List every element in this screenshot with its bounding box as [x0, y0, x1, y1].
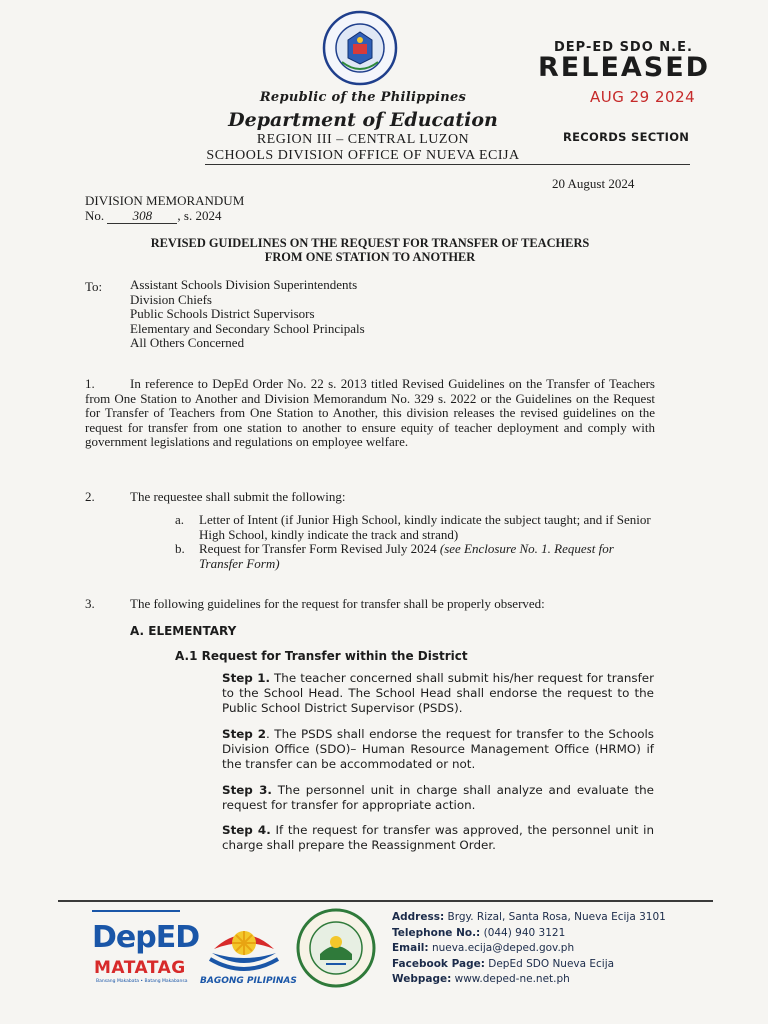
paragraph-1: [85, 377, 655, 450]
office-heading: SCHOOLS DIVISION OFFICE OF NUEVA ECIJA: [206, 148, 520, 163]
list-item-letter: a.: [175, 512, 185, 527]
region-heading: REGION III – CENTRAL LUZON: [256, 132, 470, 147]
list-item: [175, 542, 655, 571]
contact-address: [392, 910, 666, 926]
contact-value: Brgy. Rizal, Santa Rosa, Nueva Ecija 3101: [444, 911, 666, 923]
paragraph-1-text: In reference to DepEd Order No. 22 s. 2013 titled Revised Guidelines on the Transfer of Teachers from One Station to Another and Division Memorandum No. 329 s. 2022 or the Guidelines on the Request for Transfer of Teachers from One Station to Another, this division releases the revised guidelines on the request for transfer from one station to another to ensure equity of teacher deployment and comply with government legislations and regulations on employee welfare.: [85, 376, 655, 450]
list-item-text: Request for Transfer Form Revised July 2024: [199, 541, 440, 557]
paragraph-1-number: 1.: [85, 376, 95, 391]
contact-facebook: [392, 957, 666, 973]
memo-title-line2: FROM ONE STATION TO ANOTHER: [264, 250, 476, 264]
stamp-status: RELEASED: [538, 52, 711, 83]
section-a-heading: A. ELEMENTARY: [130, 624, 237, 638]
bagong-pilipinas-label: BAGONG PILIPINAS: [200, 976, 297, 986]
step-text: The personnel unit in charge shall analyze and evaluate the request for transfer for appropriate action.: [222, 783, 654, 812]
memo-type: DIVISION MEMORANDUM: [85, 193, 245, 208]
contact-telephone: [392, 926, 666, 942]
deped-logo-accent: [92, 910, 180, 912]
deped-seal-logo: [322, 10, 398, 86]
recipient-item: Public Schools District Supervisors: [130, 306, 315, 322]
step-text: . The PSDS shall endorse the request for transfer to the Schools Division Office (SDO)– Human Resource Management Office (HRMO) if the transfer can be accommodated or not.: [222, 727, 654, 771]
list-item: [175, 513, 655, 542]
records-section-label: RECORDS SECTION: [563, 130, 690, 144]
to-label: To:: [85, 279, 103, 294]
requirement-list: [175, 513, 655, 571]
contact-value: www.deped-ne.net.ph: [451, 973, 570, 986]
step-label: Step 2: [222, 727, 266, 741]
deped-logo: DepED: [92, 920, 200, 955]
list-item-text: Letter of Intent (if Junior High School, kindly indicate the subject taught; and if Senior High School, kindly indicate the track and strand): [199, 512, 651, 542]
step-3: [222, 783, 654, 813]
step-1: [222, 671, 654, 715]
contact-value: DepEd SDO Nueva Ecija: [484, 957, 615, 970]
contact-label: Email:: [392, 942, 429, 955]
letterhead-divider: [205, 164, 690, 165]
bagong-pilipinas-logo-icon: [206, 913, 282, 977]
step-2: [222, 727, 654, 771]
recipient-item: Elementary and Secondary School Principals: [130, 320, 365, 336]
memo-no-label: No.: [85, 208, 105, 223]
step-label: Step 1.: [222, 671, 271, 685]
matatag-tagline: Bansang Makabata • Batang Makabansa: [96, 979, 188, 984]
memo-date: 20 August 2024: [552, 176, 635, 191]
memo-number-block: [85, 193, 244, 224]
contact-value: nueva.ecija@deped.gov.ph: [428, 942, 575, 955]
contact-email: [392, 941, 666, 957]
memo-number: 308: [107, 208, 177, 224]
step-text: If the request for transfer was approved, the personnel unit in charge shall prepare the Reassignment Order.: [222, 823, 654, 852]
recipient-item: All Others Concerned: [130, 335, 245, 351]
list-item-note: (see Enclosure No. 1. Request for Transfer Form): [199, 541, 614, 571]
section-a1-heading: A.1 Request for Transfer within the District: [175, 649, 468, 663]
stamp-date: AUG 29 2024: [590, 88, 696, 106]
recipient-item: Division Chiefs: [130, 291, 212, 307]
sdo-nueva-ecija-seal-icon: [296, 908, 376, 988]
matatag-logo: MATATAG: [94, 958, 186, 978]
step-label: Step 4.: [222, 823, 271, 837]
step-label: Step 3.: [222, 783, 272, 797]
contact-block: [392, 910, 666, 988]
stamp-office: DEP-ED SDO N.E.: [554, 40, 693, 55]
republic-heading: Republic of the Philippines: [259, 90, 467, 105]
contact-label: Telephone No.:: [392, 926, 481, 939]
list-item-letter: b.: [175, 541, 185, 557]
paragraph-2-text: The requestee shall submit the following:: [130, 489, 346, 504]
contact-webpage: [392, 972, 666, 988]
recipient-list: [130, 278, 365, 351]
memo-series: , s. 2024: [177, 208, 222, 223]
paragraph-2-number: 2.: [85, 489, 95, 504]
footer-divider: [58, 900, 713, 902]
contact-label: Webpage:: [392, 973, 452, 986]
memo-title-line1: REVISED GUIDELINES ON THE REQUEST FOR TRANSFER OF TEACHERS: [150, 236, 590, 250]
contact-label: Facebook Page:: [392, 957, 485, 970]
step-text: The teacher concerned shall submit his/her request for transfer to the School Head. The School Head shall endorse the request to the Public School District Supervisor (PSDS).: [222, 671, 654, 715]
recipient-item: Assistant Schools Division Superintendents: [130, 277, 358, 292]
paragraph-3-text: The following guidelines for the request for transfer shall be properly observed:: [130, 596, 545, 611]
memo-title: [100, 236, 640, 264]
contact-value: (044) 940 3121: [480, 926, 566, 939]
step-4: [222, 823, 654, 853]
department-heading: Department of Education: [228, 109, 498, 131]
paragraph-3-number: 3.: [85, 596, 95, 611]
contact-label: Address:: [392, 911, 445, 923]
